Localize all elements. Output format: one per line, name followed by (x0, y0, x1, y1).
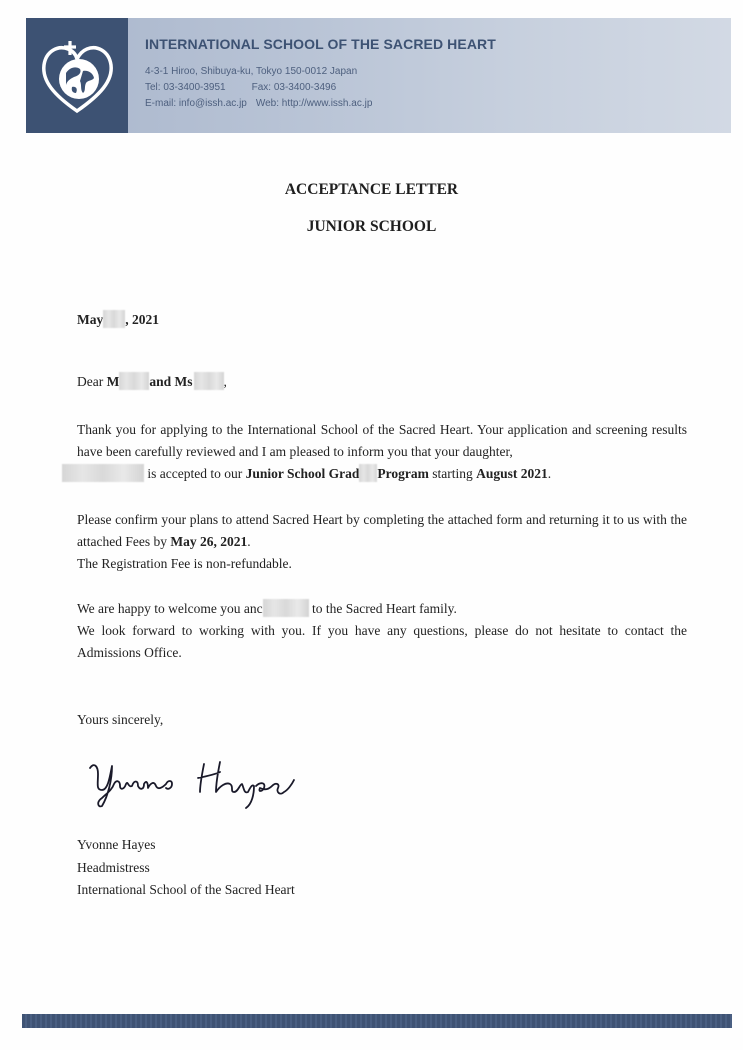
heart-globe-logo-icon (36, 33, 118, 119)
paragraph2-text-b: . (247, 534, 251, 549)
letter-subtitle: JUNIOR SCHOOL (306, 218, 437, 235)
paragraph1-end: . (547, 466, 552, 481)
redacted-mother-name (194, 372, 224, 390)
paragraph-acceptance-line3 (62, 463, 672, 485)
paragraph2-text-a: Please confirm your plans to attend Sacred Heart by completing the attached form and returning it to us with the attached Fees by (77, 512, 687, 549)
welcome-text-a: We are happy to welcome you anc (77, 601, 263, 616)
paragraph-forward: We look forward to working with you. If you have any questions, please do not hesitate to contact the Admissions Office. (77, 623, 687, 660)
contact-email-web (145, 98, 372, 109)
registration-fee-note: The Registration Fee is non-refundable. (77, 556, 292, 571)
paragraph1-text: Thank you for applying to the International School of the Sacred Heart. Your application and screening results have been carefully reviewed and I am pleased to inform you that your daughter, (77, 422, 687, 459)
accepted-text: is accepted to our (144, 466, 246, 481)
redacted-daughter-name (62, 464, 144, 482)
closing-yours: Yours sincerely, (77, 712, 164, 727)
paragraph-confirm (77, 509, 687, 553)
redacted-child-name (263, 599, 309, 617)
redacted-father-name (119, 372, 149, 390)
footer-bar (22, 1014, 732, 1028)
date-year: , 2021 (125, 312, 159, 327)
school-tel: Tel: 03-3400-3951 (145, 82, 226, 93)
salutation-and: and Ms (149, 374, 193, 389)
salutation (77, 371, 687, 393)
letter-date (77, 309, 687, 331)
redacted-day (103, 310, 125, 328)
signer-name: Yvonne Hayes (77, 837, 156, 852)
program-name-b: Program (377, 466, 429, 481)
redacted-grade (359, 464, 377, 482)
salutation-end: , (223, 374, 227, 389)
start-date: August 2021 (476, 466, 548, 481)
signer-organization: International School of the Sacred Heart (77, 882, 295, 897)
letter-title: ACCEPTANCE LETTER (284, 181, 459, 198)
salutation-dear: Dear (77, 374, 107, 389)
paragraph-acceptance (77, 419, 687, 463)
welcome-line (77, 598, 687, 620)
deadline-date: May 26, 2021 (170, 534, 248, 549)
school-address: 4-3-1 Hiroo, Shibuya-ku, Tokyo 150-0012 Japan (145, 66, 358, 77)
school-web: Web: http://www.issh.ac.jp (255, 98, 373, 109)
signature-image (84, 750, 304, 810)
school-name: INTERNATIONAL SCHOOL OF THE SACRED HEART (145, 36, 496, 52)
signer-position: Headmistress (77, 860, 150, 875)
date-month: May (77, 312, 104, 327)
logo-box (26, 18, 128, 133)
program-name-a: Junior School Grad (245, 466, 360, 481)
welcome-text-b: to the Sacred Heart family. (308, 601, 457, 616)
starting-text: starting (428, 466, 477, 481)
letterhead (26, 18, 731, 133)
salutation-mr: M (106, 374, 120, 389)
school-fax: Fax: 03-3400-3496 (251, 82, 337, 93)
school-email: E-mail: info@issh.ac.jp (145, 98, 247, 109)
contact-phone-fax (145, 82, 336, 93)
